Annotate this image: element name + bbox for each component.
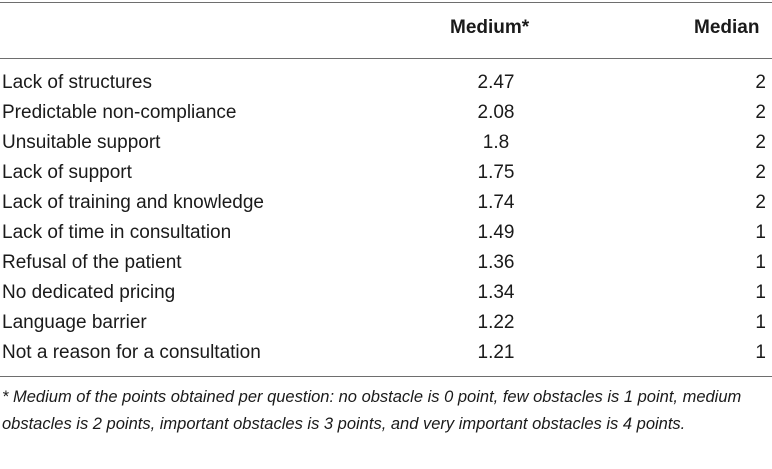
row-label: Not a reason for a consultation — [2, 342, 261, 363]
row-median-value: 1 — [755, 312, 766, 333]
row-median-value: 2 — [755, 132, 766, 153]
row-medium-value: 1.49 — [477, 222, 515, 243]
row-median-value: 2 — [755, 162, 766, 183]
row-medium-value: 2.08 — [477, 102, 515, 123]
row-median-value: 1 — [755, 282, 766, 303]
table-row — [0, 128, 772, 158]
row-label: Lack of training and knowledge — [2, 192, 264, 213]
row-median-value: 2 — [755, 102, 766, 123]
row-label: Unsuitable support — [2, 132, 161, 153]
table-bottom-rule — [0, 376, 772, 377]
table-row — [0, 98, 772, 128]
table-row — [0, 248, 772, 278]
row-label: Predictable non-compliance — [2, 102, 237, 123]
table-row — [0, 308, 772, 338]
row-label: Refusal of the patient — [2, 252, 182, 273]
column-header-medium: Medium* — [450, 17, 530, 38]
row-medium-value: 2.47 — [477, 72, 515, 93]
table-row — [0, 68, 772, 98]
row-medium-value: 1.74 — [477, 192, 515, 213]
table-row — [0, 338, 772, 368]
table-header-rule — [0, 58, 772, 59]
row-median-value: 1 — [755, 252, 766, 273]
table-row — [0, 218, 772, 248]
row-medium-value: 1.75 — [477, 162, 515, 183]
table-row — [0, 278, 772, 308]
row-medium-value: 1.36 — [477, 252, 515, 273]
row-medium-value: 1.34 — [477, 282, 515, 303]
table-body — [0, 68, 772, 368]
row-label: Lack of time in consultation — [2, 222, 232, 243]
row-label: No dedicated pricing — [2, 282, 176, 303]
table-row — [0, 188, 772, 218]
row-medium-value: 1.21 — [477, 342, 515, 363]
row-medium-value: 1.8 — [482, 132, 510, 153]
row-median-value: 1 — [755, 342, 766, 363]
column-header-median: Median — [694, 17, 760, 38]
row-label: Lack of support — [2, 162, 132, 183]
row-label: Lack of structures — [2, 72, 152, 93]
row-label: Language barrier — [2, 312, 147, 333]
row-median-value: 2 — [755, 72, 766, 93]
table-footnote: * Medium of the points obtained per question: no obstacle is 0 point, few obstacles is 1 point, medium obstacles is 2 points, important obstacles is 3 points, and very important obstacles is 4 points. — [2, 388, 742, 433]
row-median-value: 1 — [755, 222, 766, 243]
row-medium-value: 1.22 — [477, 312, 515, 333]
table-row — [0, 158, 772, 188]
row-median-value: 2 — [755, 192, 766, 213]
table-header-row — [0, 0, 772, 58]
